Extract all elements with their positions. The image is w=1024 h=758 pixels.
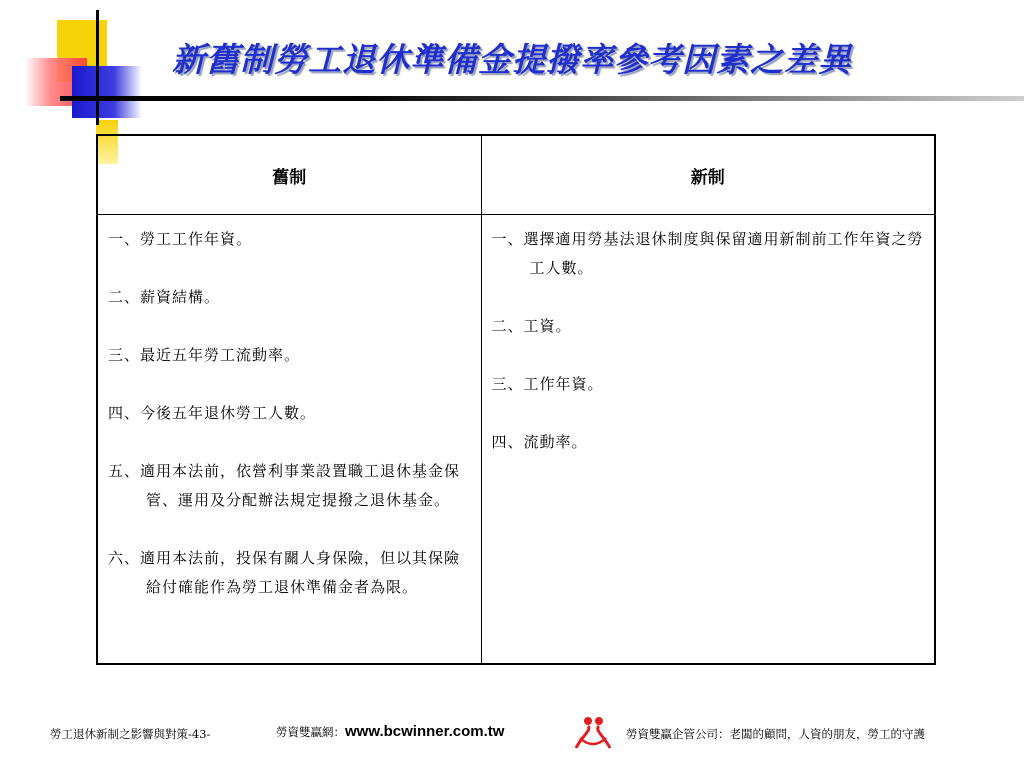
list-item: 一、選擇適用勞基法退休制度與保留適用新制前工作年資之勞工人數。 [491, 230, 924, 277]
old-system-cell [97, 215, 481, 665]
footer-site-label: 勞資雙贏網： [276, 725, 345, 739]
list-item: 五、適用本法前，依營利事業設置職工退休基金保管、運用及分配辦法規定提撥之退休基金。 [108, 462, 461, 509]
header-old: 舊制 [97, 135, 481, 215]
new-items-list [482, 215, 935, 457]
list-item: 二、薪資結構。 [108, 288, 221, 306]
page-title: 新舊制勞工退休準備金提撥率參考因素之差異 [172, 40, 852, 79]
footer-site [276, 723, 504, 740]
list-item: 四、今後五年退休勞工人數。 [108, 404, 317, 422]
list-item: 三、最近五年勞工流動率。 [108, 346, 301, 364]
table-header-row [97, 135, 935, 215]
list-item: 六、適用本法前，投保有關人身保險，但以其保險給付確能作為勞工退休準備金者為限。 [108, 549, 461, 596]
new-system-cell [481, 215, 935, 665]
list-item: 三、工作年資。 [491, 375, 604, 393]
header-new: 新制 [481, 135, 935, 215]
footer-site-url[interactable]: www.bcwinner.com.tw [345, 723, 505, 740]
company-logo-icon [572, 716, 614, 752]
comparison-table [96, 134, 936, 665]
footer-left-text: 勞工退休新制之影響與對策-43- [50, 727, 211, 741]
title-underline [60, 96, 1024, 101]
list-item: 一、勞工工作年資。 [108, 230, 253, 248]
old-items-list [98, 215, 481, 602]
table-row [97, 215, 935, 665]
footer-right-text: 勞資雙贏企管公司：老闆的顧問，人資的朋友，勞工的守護 [626, 727, 925, 741]
list-item: 二、工資。 [491, 317, 572, 335]
list-item: 四、流動率。 [491, 433, 588, 451]
